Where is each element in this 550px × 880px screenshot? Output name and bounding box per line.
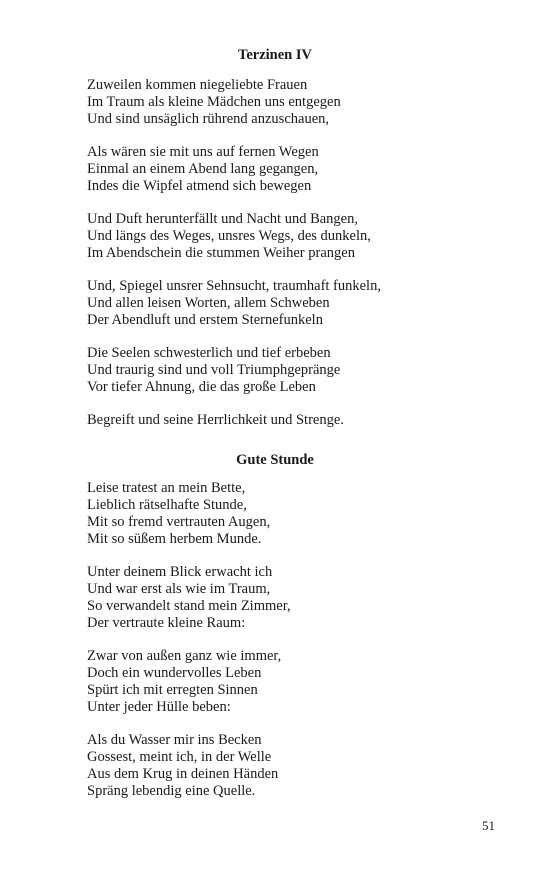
page-number: 51: [482, 818, 495, 833]
verse-line: Zwar von außen ganz wie immer,: [87, 648, 282, 664]
verse-line: Gossest, meint ich, in der Welle: [87, 749, 272, 765]
verse-line: Unter jeder Hülle beben:: [87, 699, 231, 715]
verse-line: Und war erst als wie im Traum,: [87, 581, 271, 597]
stanza: [87, 480, 507, 548]
verse-line: Spräng lebendig eine Quelle.: [87, 783, 256, 799]
verse-line: Vor tiefer Ahnung, die das große Leben: [87, 379, 316, 395]
verse-line: Doch ein wundervolles Leben: [87, 665, 262, 681]
verse-line: Im Abendschein die stummen Weiher prangen: [87, 245, 355, 261]
verse-line: Lieblich rätselhafte Stunde,: [87, 497, 247, 513]
verse-line: Mit so fremd vertrauten Augen,: [87, 514, 271, 530]
stanza: [87, 278, 507, 329]
verse-line: Die Seelen schwesterlich und tief erbeben: [87, 345, 331, 361]
verse-line: So verwandelt stand mein Zimmer,: [87, 598, 291, 614]
verse-line: Im Traum als kleine Mädchen uns entgegen: [87, 94, 341, 110]
verse-line: Und Duft herunterfällt und Nacht und Bangen,: [87, 211, 358, 227]
stanza: [87, 144, 507, 195]
verse-line: Und, Spiegel unsrer Sehnsucht, traumhaft funkeln,: [87, 278, 381, 294]
verse-line: Und längs des Weges, unsres Wegs, des dunkeln,: [87, 228, 371, 244]
verse-line: Als wären sie mit uns auf fernen Wegen: [87, 144, 319, 160]
verse-line: Unter deinem Blick erwacht ich: [87, 564, 273, 580]
verse-line: Und traurig sind und voll Triumphgepränge: [87, 362, 341, 378]
verse-line: Indes die Wipfel atmend sich bewegen: [87, 178, 312, 194]
poem-title-terzinen: Terzinen IV: [238, 47, 312, 63]
verse-line: Der vertraute kleine Raum:: [87, 615, 246, 631]
verse-line: Mit so süßem herbem Munde.: [87, 531, 262, 547]
verse-line: Einmal an einem Abend lang gegangen,: [87, 161, 319, 177]
verse-line: Der Abendluft und erstem Sternefunkeln: [87, 312, 323, 328]
stanza: [87, 732, 507, 800]
verse-line: Begreift und seine Herrlichkeit und Strenge.: [87, 412, 344, 428]
stanza: [87, 211, 507, 262]
stanza: [87, 564, 507, 632]
verse-line: Als du Wasser mir ins Becken: [87, 732, 262, 748]
stanza: [87, 77, 507, 128]
verse-line: Aus dem Krug in deinen Händen: [87, 766, 279, 782]
verse-line: Zuweilen kommen niegeliebte Frauen: [87, 77, 308, 93]
verse-line: Leise tratest an mein Bette,: [87, 480, 246, 496]
stanza: [87, 412, 507, 429]
verse-line: Und allen leisen Worten, allem Schweben: [87, 295, 330, 311]
stanza: [87, 648, 507, 716]
poem-title-gute-stunde: Gute Stunde: [236, 452, 314, 468]
verse-line: Spürt ich mit erregten Sinnen: [87, 682, 258, 698]
verse-line: Und sind unsäglich rührend anzuschauen,: [87, 111, 330, 127]
stanza: [87, 345, 507, 396]
